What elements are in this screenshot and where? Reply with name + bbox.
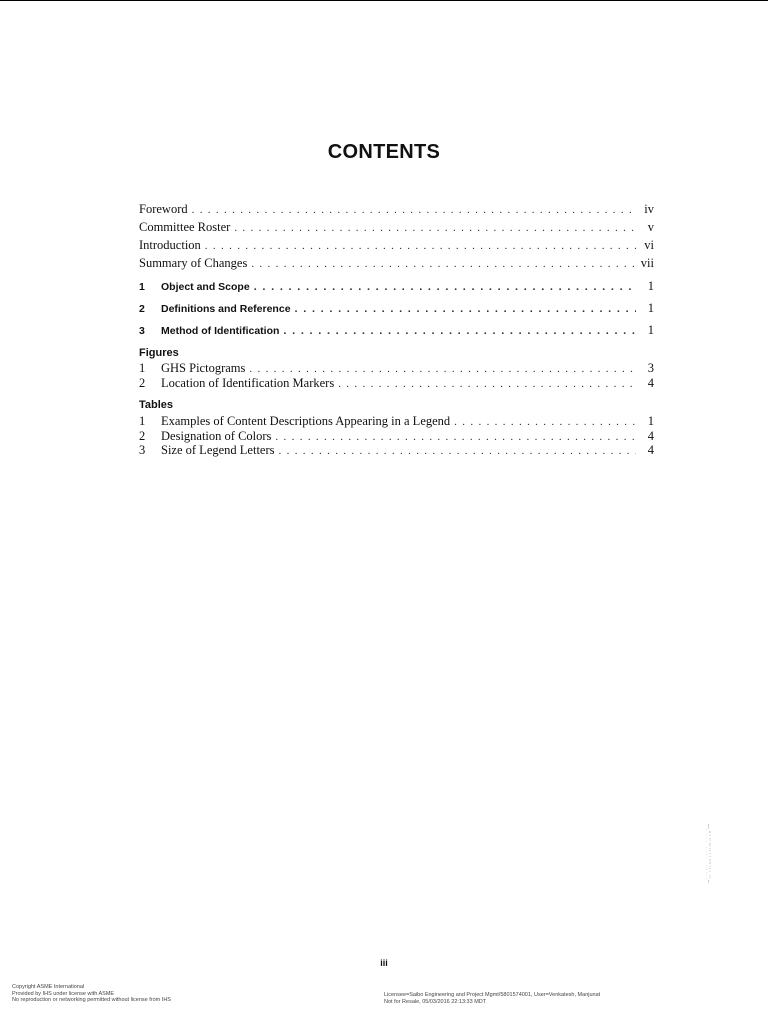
toc-figure-2[interactable] bbox=[139, 375, 654, 391]
toc-figure-number: 2 bbox=[139, 376, 146, 390]
toc-figure-label: Location of Identification Markers bbox=[161, 376, 335, 390]
toc-section-page: 1 bbox=[647, 279, 654, 293]
toc-table-3[interactable] bbox=[139, 442, 654, 458]
leader-dots bbox=[283, 323, 636, 339]
toc-entry-page: iv bbox=[644, 202, 654, 216]
toc-table-page: 1 bbox=[647, 414, 654, 428]
side-stamp: --`,,``,`,,`,,,,`,`,`,,`,,,`,,`,`,,`--- bbox=[706, 823, 712, 883]
toc-entry-introduction[interactable] bbox=[139, 237, 654, 253]
leader-dots bbox=[205, 238, 636, 254]
toc-entry-label: Foreword bbox=[139, 202, 188, 216]
footer-copyright bbox=[12, 984, 312, 1004]
figures-heading: Figures bbox=[139, 347, 179, 359]
leader-dots bbox=[251, 256, 634, 272]
tables-heading: Tables bbox=[139, 399, 174, 411]
toc-table-page: 4 bbox=[647, 443, 654, 457]
toc-table-label: Designation of Colors bbox=[161, 429, 272, 443]
toc-table-1[interactable] bbox=[139, 413, 654, 429]
leader-dots bbox=[234, 220, 636, 236]
toc-section-label: Object and Scope bbox=[161, 281, 250, 293]
toc-entry-label: Summary of Changes bbox=[139, 256, 248, 270]
toc-figure-number: 1 bbox=[139, 361, 146, 375]
toc-section-1[interactable] bbox=[139, 278, 654, 294]
leader-dots bbox=[192, 202, 636, 218]
toc-entry-foreword[interactable] bbox=[139, 201, 654, 217]
toc-entry-page: vi bbox=[644, 238, 654, 252]
toc-figure-1[interactable] bbox=[139, 360, 654, 376]
footer-line: Provided by IHS under license with ASME bbox=[12, 990, 115, 997]
toc-table-label: Examples of Content Descriptions Appearing in a Legend bbox=[161, 414, 451, 428]
toc-entry-label: Committee Roster bbox=[139, 220, 231, 234]
toc-section-label: Method of Identification bbox=[161, 325, 280, 337]
footer-line: Licensee=Saibo Engineering and Project Mgmt/5801574001, User=Venkatesh, Manjunat bbox=[384, 992, 601, 998]
leader-dots bbox=[254, 279, 636, 295]
toc-figure-page: 3 bbox=[647, 361, 654, 375]
toc-figure-page: 4 bbox=[647, 376, 654, 390]
toc-figure-label: GHS Pictograms bbox=[161, 361, 246, 375]
footer-line: Copyright ASME International bbox=[12, 984, 85, 990]
toc-section-page: 1 bbox=[647, 301, 654, 315]
top-rule bbox=[0, 0, 768, 1]
footer-line: No reproduction or networking permitted without license from IHS bbox=[12, 997, 171, 1003]
toc-section-page: 1 bbox=[647, 323, 654, 337]
toc-section-number: 2 bbox=[139, 303, 145, 315]
toc-entry-page: v bbox=[647, 220, 654, 234]
toc-section-2[interactable] bbox=[139, 300, 654, 316]
toc-section-label: Definitions and Reference bbox=[161, 303, 291, 315]
toc-entry-page: vii bbox=[640, 256, 654, 270]
toc-entry-label: Introduction bbox=[139, 238, 201, 252]
toc-section-number: 1 bbox=[139, 281, 145, 293]
page-number: iii bbox=[380, 958, 388, 968]
footer-line: Not for Resale, 05/03/2016 22:13:33 MDT bbox=[384, 998, 487, 1005]
toc-table-number: 2 bbox=[139, 429, 146, 443]
footer-licensee bbox=[384, 992, 664, 1005]
leader-dots bbox=[338, 376, 636, 392]
leader-dots bbox=[295, 301, 636, 317]
page-title: CONTENTS bbox=[327, 141, 441, 164]
toc-entry-committee-roster[interactable] bbox=[139, 219, 654, 235]
toc-table-page: 4 bbox=[647, 429, 654, 443]
toc-table-label: Size of Legend Letters bbox=[161, 443, 275, 457]
leader-dots bbox=[279, 443, 637, 459]
toc-section-number: 3 bbox=[139, 325, 145, 337]
toc-table-number: 1 bbox=[139, 414, 146, 428]
toc-table-number: 3 bbox=[139, 443, 146, 457]
toc-section-3[interactable] bbox=[139, 322, 654, 338]
toc-entry-summary-of-changes[interactable] bbox=[139, 255, 654, 271]
